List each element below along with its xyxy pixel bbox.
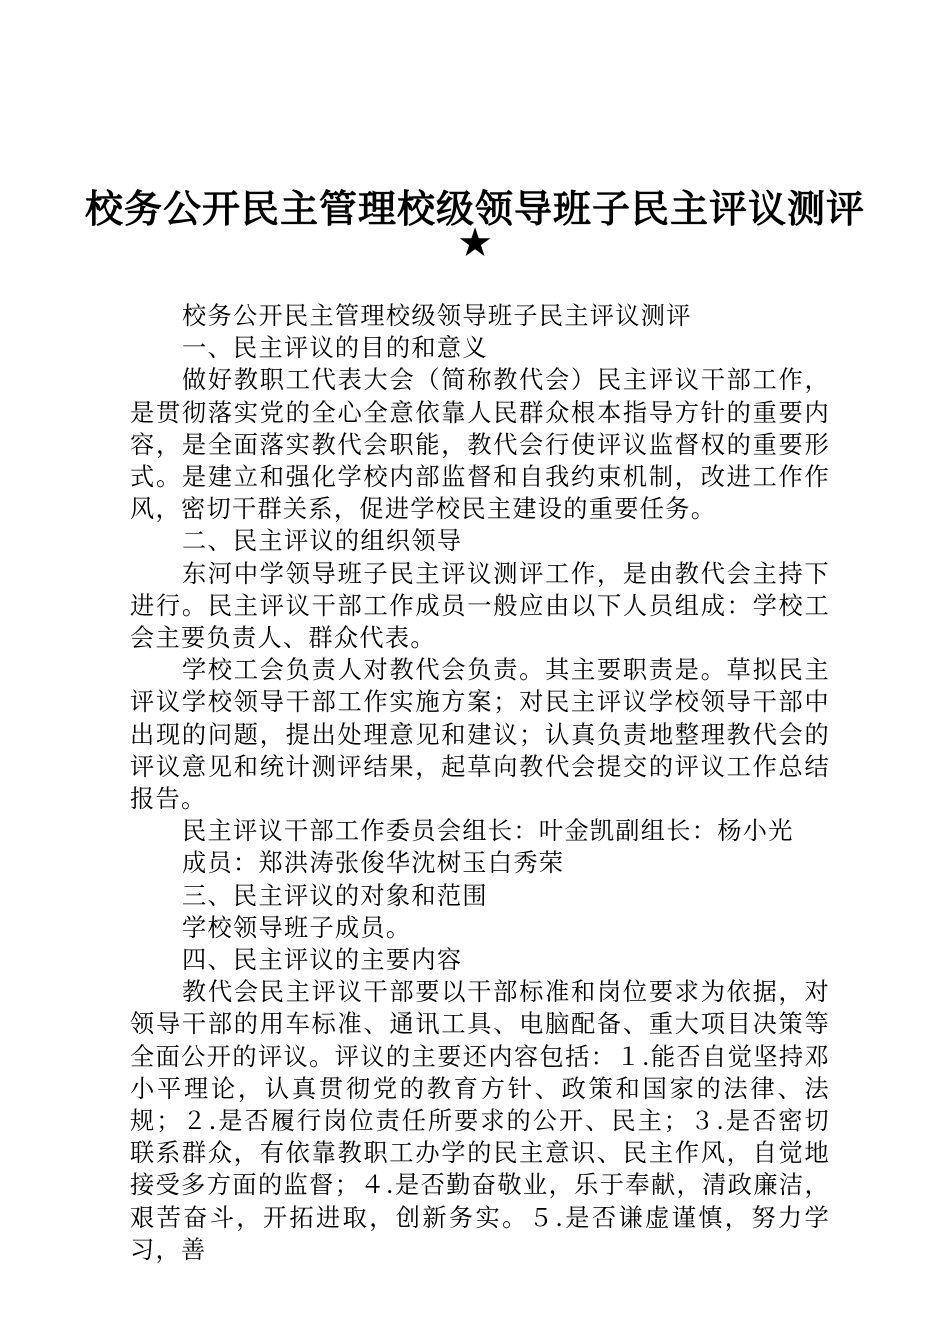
- section-heading: 四、民主评议的主要内容: [182, 946, 463, 975]
- body-paragraph: 成员：郑洪涛张俊华沈树玉白秀荣: [182, 849, 565, 878]
- body-paragraph: 教代会民主评议干部要以干部标准和岗位要求为依据，对领导干部的用车标准、通讯工具、电脑配备、重大项目决策等全面公开的评议。评议的主要还内容包括：１.能否自觉坚持邓小平理论，认真贯彻党的教育方针、政策和国家的法律、法规；２.是否履行岗位责任所要求的公开、民主；３.是否密切联系群众，有依靠教职工办学的民主意识、民主作风，自觉地接受多方面的监督；４.是否勤奋敬业，乐于奉献，清政廉洁，艰苦奋斗，开拓进取，创新务实。５.是否谦虚谨慎，努力学习，善: [130, 978, 830, 1264]
- section-heading: 二、民主评议的组织领导: [182, 527, 463, 556]
- document-body: [130, 300, 830, 1266]
- body-paragraph: 学校工会负责人对教代会负责。其主要职责是。草拟民主评议学校领导干部工作实施方案；对民主评议学校领导干部中出现的问题，提出处理意见和建议；认真负责地整理教代会的评议意见和统计测评结果，起草向教代会提交的评议工作总结报告。: [130, 656, 830, 814]
- document-title: 校务公开民主管理校级领导班子民主评议测评: [84, 186, 865, 231]
- star-icon: ★: [457, 220, 493, 266]
- body-paragraph: 东河中学领导班子民主评议测评工作，是由教代会主持下进行。民主评议干部工作成员一般应由以下人员组成：学校工会主要负责人、群众代表。: [130, 559, 830, 653]
- section-heading: 三、民主评议的对象和范围: [182, 881, 488, 910]
- body-paragraph: 民主评议干部工作委员会组长：叶金凯副组长：杨小光: [182, 817, 794, 846]
- body-paragraph: 做好教职工代表大会（简称教代会）民主评议干部工作，是贯彻落实党的全心全意依靠人民群众根本指导方针的重要内容，是全面落实教代会职能，教代会行使评议监督权的重要形式。是建立和强化学校内部监督和自我约束机制，改进工作作风，密切干群关系，促进学校民主建设的重要任务。: [130, 366, 830, 524]
- body-paragraph: 校务公开民主管理校级领导班子民主评议测评: [182, 302, 692, 330]
- body-paragraph: 学校领导班子成员。: [182, 913, 412, 942]
- section-heading: 一、民主评议的目的和意义: [182, 334, 488, 363]
